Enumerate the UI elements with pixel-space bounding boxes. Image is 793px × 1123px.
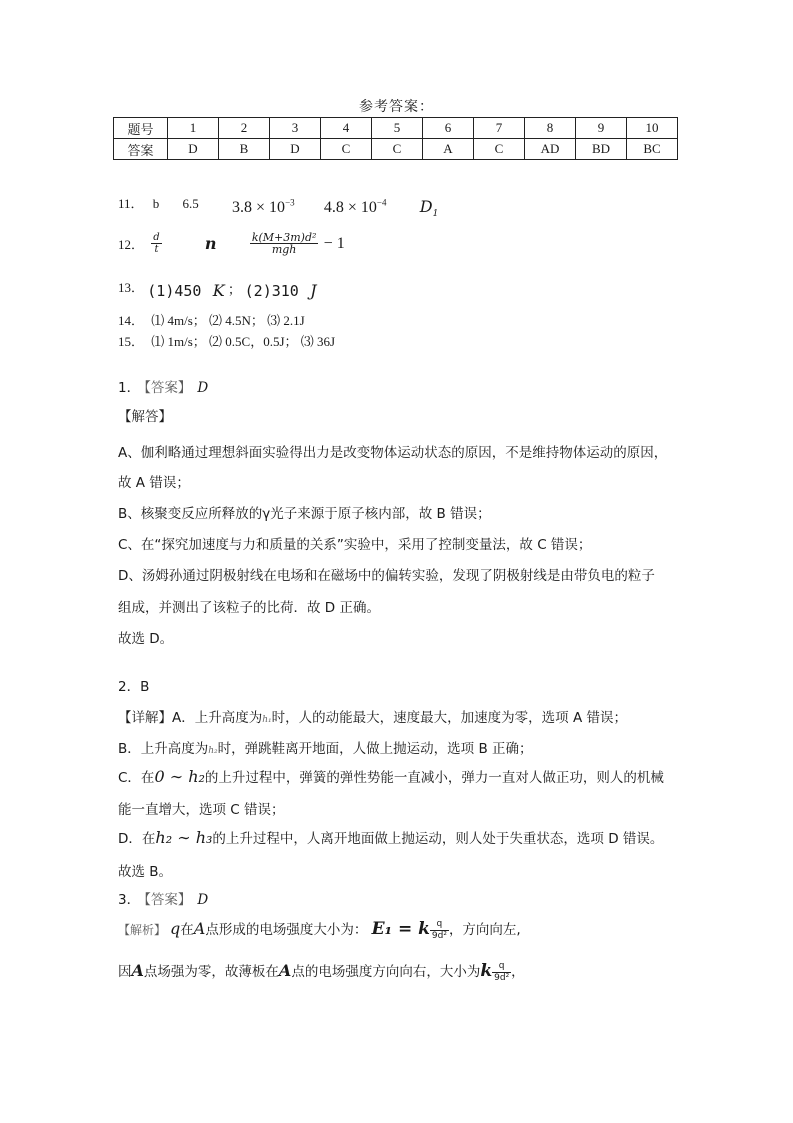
solution-1-line: 故 A 错误； [118, 475, 190, 491]
table-cell: D [270, 139, 321, 160]
solution-2-line: C．在0 ∼ h₂的上升过程中，弹簧的弹性势能一直减小，弹力一直对人做正功，则人的机械 [118, 767, 664, 786]
math-variable: n [204, 234, 217, 253]
solution-1-line: 组成，并测出了该粒子的比荷．故 D 正确。 [118, 600, 380, 616]
solution-1-label: 【解答】 [118, 409, 172, 425]
solution-3-line: 因A点场强为零，故薄板在A点的电场强度方向向右，大小为k $\frac{q}{\text{9d²}}$ ， [118, 960, 525, 983]
answer-value: 6.5 [182, 196, 199, 211]
unit: K [212, 281, 225, 300]
solution-3-heading: 3． 【答案】 D [118, 892, 209, 908]
question-number: 12． [118, 237, 145, 252]
table-cell: A [423, 139, 474, 160]
table-cell: 1 [168, 118, 219, 139]
table-cell: BC [627, 139, 678, 160]
question-number: 13． [118, 280, 145, 295]
question-number: 14． [118, 313, 145, 328]
fraction: $\frac{q}{\text{9d²}}$ [431, 918, 447, 941]
solution-2-line: B．上升高度为h₂时，弹跳鞋离开地面，人做上抛运动，选项 B 正确； [118, 741, 533, 757]
table-cell: 10 [627, 118, 678, 139]
page-title: 参考答案： [359, 99, 434, 115]
table-cell: 9 [576, 118, 627, 139]
solution-2-line: 【详解】A．上升高度为h₁时，人的动能最大，速度最大，加速度为零，选项 A 错误； [118, 710, 627, 726]
answer-table [113, 117, 678, 160]
table-cell: 8 [525, 118, 576, 139]
unit: J [310, 281, 317, 300]
solution-1-heading: 1． 【答案】 D [118, 380, 209, 396]
table-cell: C [321, 139, 372, 160]
table-cell: 6 [423, 118, 474, 139]
fraction: $\frac{q}{\text{9d²}}$ [494, 960, 510, 983]
separator: ； [227, 282, 242, 298]
answer-15 [118, 331, 335, 350]
math-expression: − 1 [323, 234, 345, 252]
answer-value: ⑴ 1m/s； ⑵ 0.5C，0.5J； ⑶ 36J [151, 334, 336, 349]
table-cell: 4 [321, 118, 372, 139]
math-expression: $3.8 \times 10^{-3}$ [232, 197, 295, 216]
table-cell: C [372, 139, 423, 160]
solution-1-line: B、核聚变反应所释放的γ光子来源于原子核内部，故 B 错误； [118, 506, 491, 522]
solution-2-heading: 2．B [118, 679, 150, 695]
table-header-cell: 题号 [114, 118, 168, 139]
answer-value: (1)450 [147, 282, 202, 300]
table-cell: 3 [270, 118, 321, 139]
solution-3-line: 【解析】 q在A点形成的电场强度大小为： E₁ = k $\frac{q}{\text{9d²}}$ ，方向向左, [118, 918, 521, 941]
answer-value: b [152, 196, 160, 211]
table-cell: 7 [474, 118, 525, 139]
table-row [114, 118, 678, 139]
question-number: 11． [118, 196, 144, 211]
solution-2-conclusion: 故选 B。 [118, 864, 173, 880]
answer-12 [118, 232, 345, 255]
table-cell: BD [576, 139, 627, 160]
table-cell: D [168, 139, 219, 160]
fraction: $\frac{d}{t}$ [153, 232, 160, 255]
answer-11 [118, 193, 439, 220]
table-cell: C [474, 139, 525, 160]
table-cell: B [219, 139, 270, 160]
answer-value: (2)310 [244, 282, 299, 300]
table-cell: AD [525, 139, 576, 160]
solution-2-line: 能一直增大，选项 C 错误； [118, 802, 285, 818]
solution-1-line: A、伽利略通过理想斜面实验得出力是改变物体运动状态的原因，不是维持物体运动的原因， [118, 445, 668, 461]
answer-14 [118, 310, 305, 329]
solution-1-line: C、在“探究加速度与力和质量的关系”实验中，采用了控制变量法，故 C 错误； [118, 537, 592, 553]
solution-1-line: D、汤姆孙通过阴极射线在电场和在磁场中的偏转实验，发现了阴极射线是由带负电的粒子 [118, 568, 655, 584]
solution-2-line: D．在h₂ ∼ h₃的上升过程中，人离开地面做上抛运动，则人处于失重状态，选项 D 错误。 [118, 828, 664, 847]
fraction: $\frac{\text{k(M+3m)d²}}{\text{mgh}}$ [251, 231, 317, 256]
solution-1-conclusion: 故选 D。 [118, 631, 174, 647]
answer-value: ⑴ 4m/s； ⑵ 4.5N； ⑶ 2.1J [151, 313, 305, 328]
answer-13 [118, 276, 317, 300]
table-row [114, 139, 678, 160]
table-cell: 2 [219, 118, 270, 139]
table-header-cell: 答案 [114, 139, 168, 160]
math-expression: $4.8 \times 10^{-4}$ [323, 197, 387, 216]
math-expression: $D_1$ [419, 197, 439, 220]
question-number: 15． [118, 334, 145, 349]
table-cell: 5 [372, 118, 423, 139]
